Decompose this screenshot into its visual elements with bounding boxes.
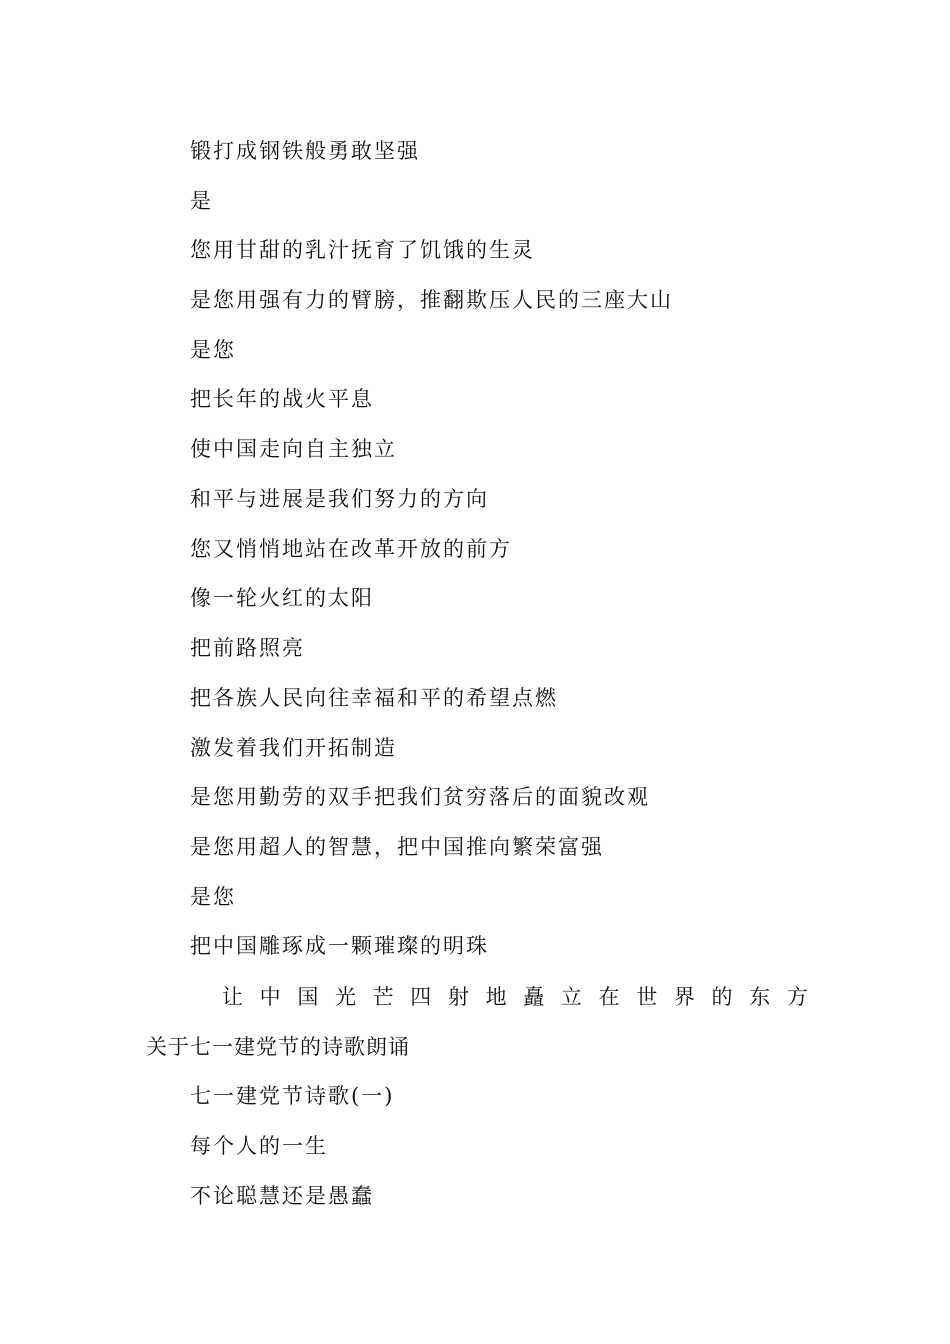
- section-title: 关于七一建党节的诗歌朗诵: [146, 1035, 410, 1059]
- char: 地: [485, 985, 507, 1009]
- poem-line: 是您: [190, 338, 236, 362]
- poem-line: 和平与进展是我们努力的方向: [190, 487, 489, 511]
- char: 四: [410, 985, 432, 1009]
- poem-line: 是您用强有力的臂膀，推翻欺压人民的三座大山: [190, 288, 673, 312]
- poem-line: 您又悄悄地站在改革开放的前方: [190, 537, 512, 561]
- char: 矗: [523, 985, 545, 1009]
- poem-line: 您用甘甜的乳汁抚育了饥饿的生灵: [190, 238, 535, 262]
- char: 东: [749, 985, 771, 1009]
- poem-line: 是: [190, 189, 213, 213]
- poem-line: 不论聪慧还是愚蠢: [190, 1184, 374, 1208]
- char: 立: [560, 985, 582, 1009]
- char: 射: [447, 985, 469, 1009]
- poem-line: 把长年的战火平息: [190, 387, 374, 411]
- poem-line: 激发着我们开拓制造: [190, 736, 397, 760]
- char: 中: [259, 985, 281, 1009]
- char: 光: [334, 985, 356, 1009]
- char: 世: [636, 985, 658, 1009]
- poem-line: 是您用勤劳的双手把我们贫穷落后的面貌改观: [190, 785, 650, 809]
- poem-justified-line: [222, 982, 808, 1012]
- char: 芒: [372, 985, 394, 1009]
- char: 界: [673, 985, 695, 1009]
- poem-line: 是您用超人的智慧，把中国推向繁荣富强: [190, 835, 604, 859]
- poem-line: 使中国走向自主独立: [190, 437, 397, 461]
- char: 在: [598, 985, 620, 1009]
- char: 方: [786, 985, 808, 1009]
- poem-line: 把中国雕琢成一颗璀璨的明珠: [190, 934, 489, 958]
- section-subtitle: 七一建党节诗歌(一): [190, 1084, 395, 1108]
- poem-line: 把前路照亮: [190, 636, 305, 660]
- poem-line: 锻打成钢铁般勇敢坚强: [190, 139, 420, 163]
- poem-line: 像一轮火红的太阳: [190, 586, 374, 610]
- char: 让: [222, 985, 243, 1009]
- char: 国: [297, 985, 319, 1009]
- poem-line: 把各族人民向往幸福和平的希望点燃: [190, 686, 558, 710]
- poem-line: 每个人的一生: [190, 1134, 328, 1158]
- char: 的: [711, 985, 733, 1009]
- poem-line: 是您: [190, 885, 236, 909]
